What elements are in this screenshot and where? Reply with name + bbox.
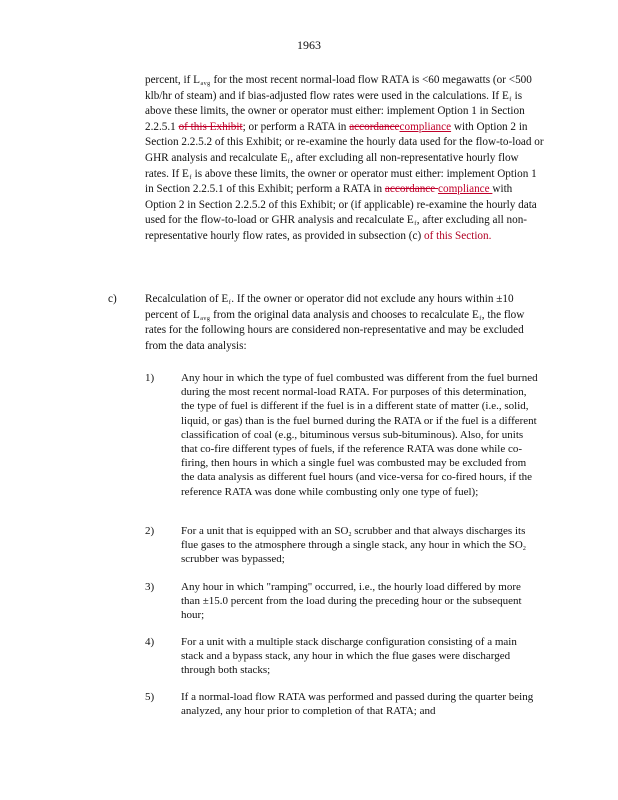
ef-symbol: $E_f$	[501, 89, 512, 103]
section-c-paragraph	[145, 292, 545, 354]
deleted-text: of this Exhibit	[178, 120, 243, 133]
intro-text: , after excluding all non-representative hourly flow rates. If	[145, 151, 519, 180]
item-number: 1)	[145, 372, 155, 384]
ef-symbol: $E_f$	[471, 308, 482, 322]
item-number: 3)	[145, 581, 155, 593]
intro-text: percent, if	[145, 74, 194, 86]
l-avg-symbol: $L_{avg}$	[193, 74, 211, 87]
intro-paragraph	[145, 73, 545, 245]
item-number: 2)	[145, 525, 155, 537]
item-number: 5)	[145, 691, 155, 703]
deleted-text: accordance	[349, 120, 400, 133]
item-text: Any hour in which "ramping" occurred, i.e., the hourly load differed by more than ±15.0 percent from the load during the preceding hour or the subsequent hour;	[181, 581, 522, 622]
item-number: 4)	[145, 636, 155, 648]
subscript-2: 2	[522, 546, 526, 553]
ef-symbol: $E_f$	[221, 293, 232, 306]
intro-text: for the most recent normal-load flow RATA is <60 megawatts (or <500 klb/hr of steam) and if bias-adjusted flow rates were used in the calculations. If	[145, 74, 532, 102]
ef-symbol: $E_f$	[280, 151, 291, 165]
inserted-text: compliance	[438, 183, 493, 196]
subscript-2: 2	[348, 532, 352, 538]
section-c-label: c)	[108, 293, 117, 305]
page-number: 1963	[297, 38, 321, 52]
deleted-text: accordance	[384, 183, 439, 196]
inserted-text: .	[488, 229, 492, 242]
ef-symbol: $E_f$	[406, 214, 417, 228]
intro-text: , after excluding all non-representative hourly flow rates, as provided in subsection (c)	[145, 214, 528, 242]
section-c-text: . If the owner or operator did not exclude any hours within ±10 percent of	[145, 293, 514, 321]
item-text: Any hour in which the type of fuel combusted was different from the fuel burned during the most recent normal-load RATA. For purposes of this determination, the type of fuel is different if the fuel is in a different state of matter (i.e., solid, liquid, or gas) than is the fuel burned during the RATA or if the fuel is a different classification of coal (e.g., bituminous versus sub-bituminous). Also, for units that co-fire different types of fuels, if the reference RATA was done while co-firing, then hours in which a single fuel was combusted may be excluded from the data analysis as different fuel hours (and vice-versa for co-fired hours, if the reference RATA was done while combusting only one type of fuel);	[181, 372, 538, 498]
ef-symbol: $E_f$	[181, 167, 192, 181]
intro-text: with Option 2 in Section 2.2.5.2 of this Exhibit; or re-examine the hourly data used for the flow-to-load or GHR analysis and recalculate	[145, 120, 544, 164]
item-text: For a unit that is equipped with an $SO_2$ scrubber and that always discharges its flue gases to the atmosphere through a single stack, any hour in which the $SO_2$ scrubber was bypassed;	[181, 525, 526, 566]
inserted-text: of this Section	[423, 229, 489, 242]
l-avg-symbol: $L_{avg}$	[192, 308, 211, 322]
intro-text: is above these limits, the owner or operator must either: implement Option 1 in Section 2.2.5.1 of this Exhibit; perform a RATA in	[145, 167, 537, 196]
inserted-text: compliance	[399, 120, 452, 133]
section-c-text: Recalculation of	[145, 293, 222, 305]
intro-text: is above these limits, the owner or operator must either: implement Option 1 in Section 2.2.5.1	[145, 89, 525, 133]
intro-text: ; or perform a RATA in	[242, 120, 350, 133]
section-c-text: , the flow rates for the following hours are considered non-representative and may be excluded from the data analysis:	[145, 308, 525, 352]
item-text: For a unit with a multiple stack discharge configuration consisting of a main stack and a bypass stack, any hour in which the flue gases were discharged through both stacks;	[181, 636, 517, 677]
intro-text: with Option 2 in Section 2.2.5.2 of this Exhibit; or (if applicable) re-examine the hourly data used for the flow-to-load or GHR analysis and recalculate	[145, 183, 537, 227]
item-text: If a normal-load flow RATA was performed and passed during the quarter being analyzed, any hour prior to completion of that RATA; and	[181, 691, 534, 718]
section-c-text: from the original data analysis and chooses to recalculate	[210, 308, 472, 321]
